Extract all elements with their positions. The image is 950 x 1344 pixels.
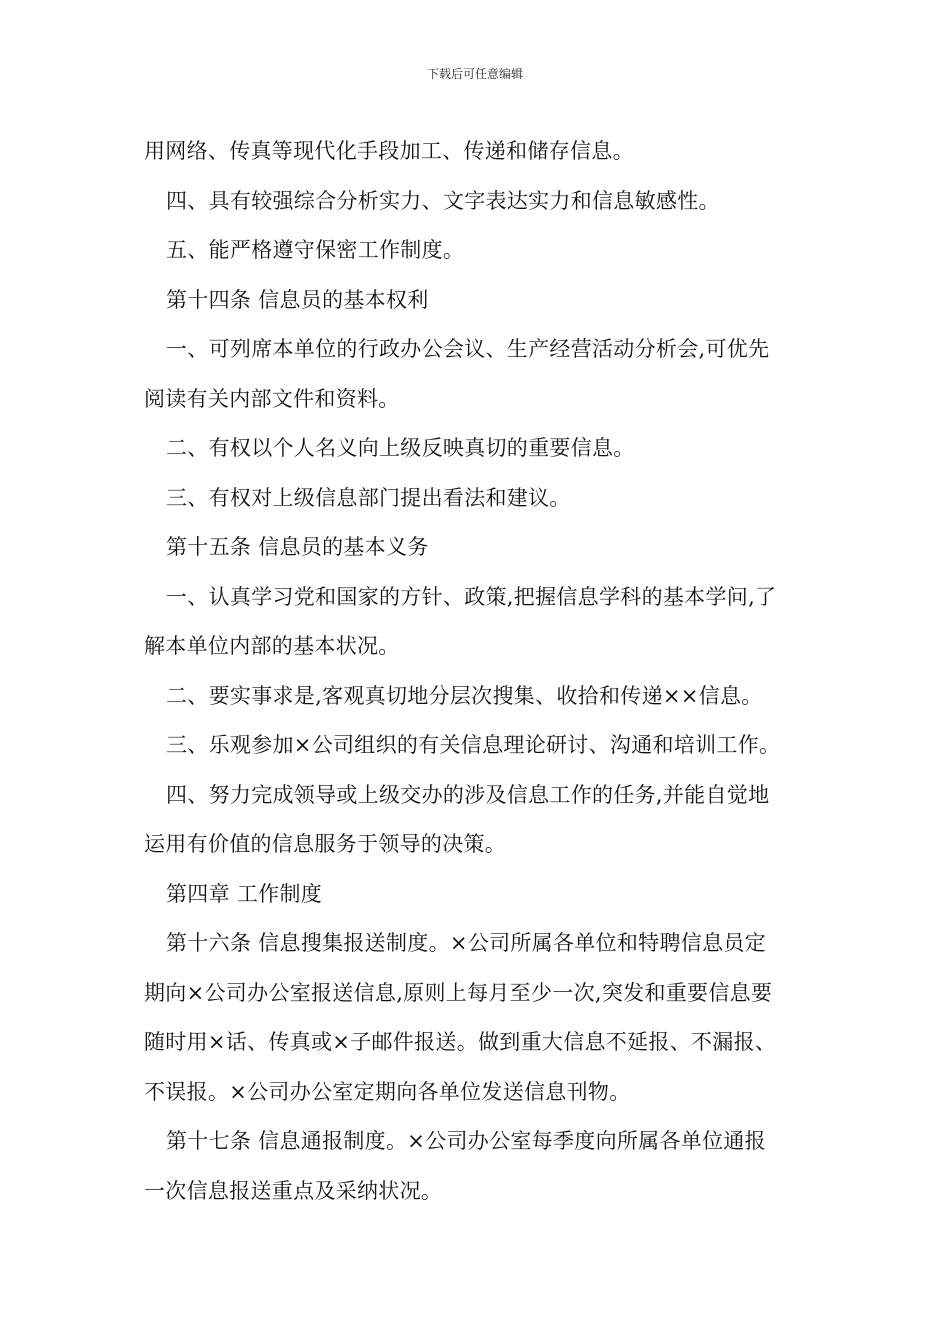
body-line: 四、具有较强综合分析实力、文字表达实力和信息敏感性。 bbox=[166, 188, 720, 213]
body-line: 一次信息报送重点及采纳状况。 bbox=[144, 1178, 443, 1203]
body-line: 阅读有关内部文件和资料。 bbox=[144, 386, 400, 411]
article-heading: 第十五条 信息员的基本义务 bbox=[166, 535, 429, 559]
body-line: 用网络、传真等现代化手段加工、传递和储存信息。 bbox=[144, 139, 634, 163]
article-heading: 第十四条 信息员的基本权利 bbox=[166, 287, 429, 312]
body-line: 四、努力完成领导或上级交办的涉及信息工作的任务,并能自觉地 bbox=[166, 782, 770, 807]
body-line: 期向×公司办公室报送信息,原则上每月至少一次,突发和重要信息要 bbox=[144, 980, 773, 1005]
page-header-note: 下载后可任意编辑 bbox=[426, 67, 523, 81]
body-line: 解本单位内部的基本状况。 bbox=[144, 634, 400, 658]
body-line: 三、有权对上级信息部门提出看法和建议。 bbox=[166, 485, 571, 510]
body-line: 二、有权以个人名义向上级反映真切的重要信息。 bbox=[166, 436, 635, 460]
body-line: 一、认真学习党和国家的方针、政策,把握信息学科的基本学问,了 bbox=[166, 584, 777, 609]
body-line: 随时用×话、传真或×子邮件报送。做到重大信息不延报、不漏报、 bbox=[144, 1030, 777, 1054]
body-line: 三、乐观参加×公司组织的有关信息理论研讨、沟通和培训工作。 bbox=[166, 733, 781, 757]
document-body bbox=[144, 127, 814, 1216]
body-line: 一、可列席本单位的行政办公会议、生产经营活动分析会,可优先 bbox=[166, 337, 770, 361]
body-line: 不误报。×公司办公室定期向各单位发送信息刊物。 bbox=[144, 1079, 631, 1104]
body-line: 运用有价值的信息服务于领导的决策。 bbox=[144, 832, 507, 856]
body-line: 第十七条 信息通报制度。×公司办公室每季度向所属各单位通报 bbox=[166, 1129, 766, 1153]
body-line: 五、能严格遵守保密工作制度。 bbox=[166, 238, 465, 262]
chapter-heading: 第四章 工作制度 bbox=[166, 881, 323, 906]
body-line: 二、要实事求是,客观真切地分层次搜集、收拾和传递××信息。 bbox=[166, 683, 763, 708]
body-line: 第十六条 信息搜集报送制度。×公司所属各单位和特聘信息员定 bbox=[166, 931, 766, 955]
